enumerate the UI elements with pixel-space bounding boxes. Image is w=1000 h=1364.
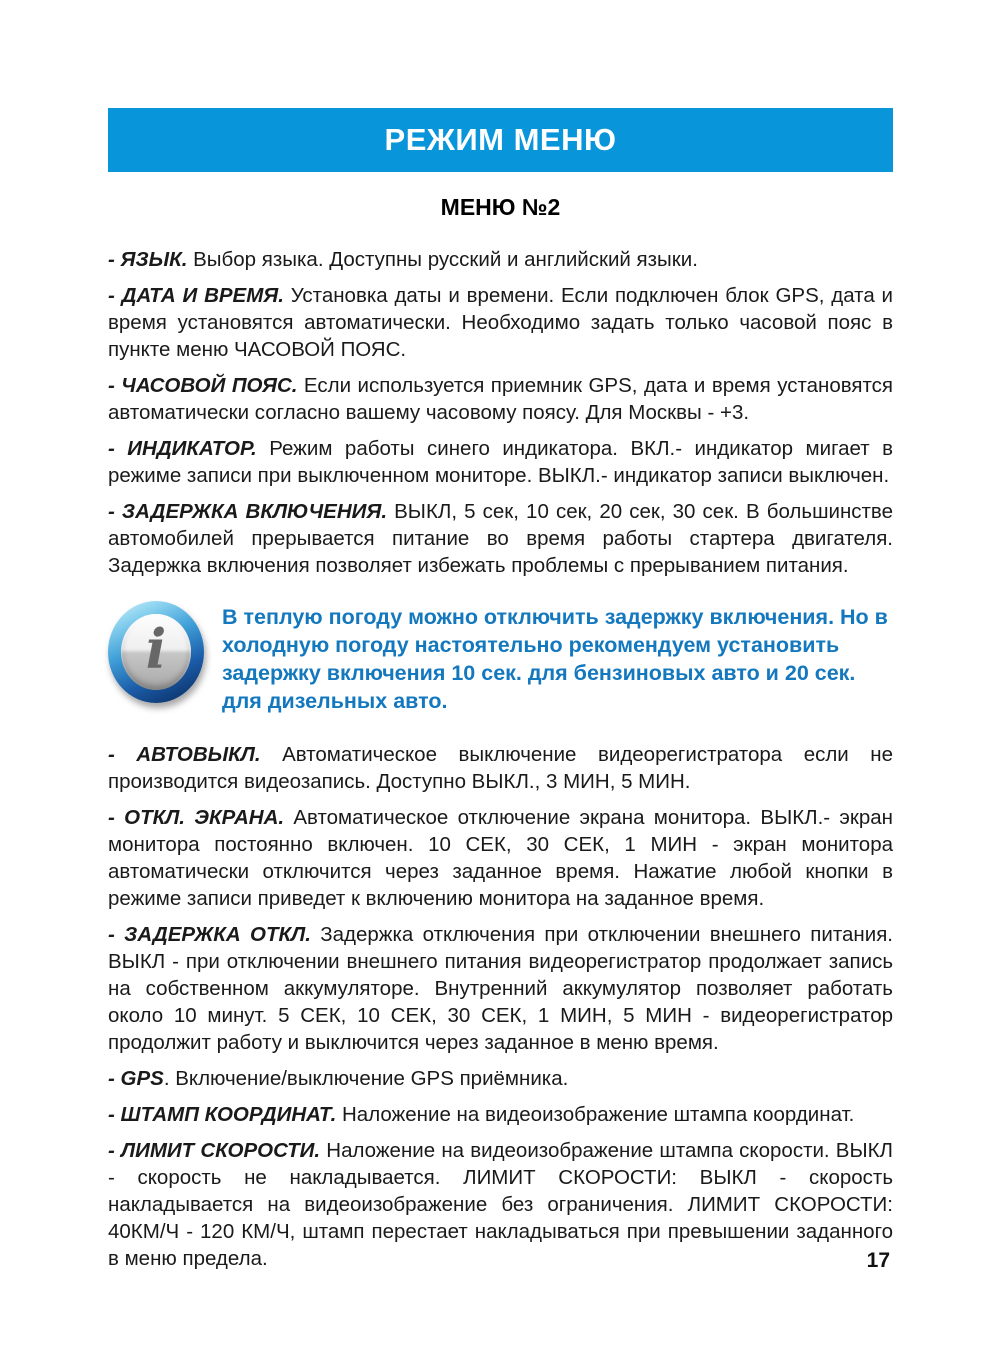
info-icon-glyph: i [145, 617, 167, 681]
info-icon-face [121, 614, 191, 690]
entry-term: - АВТОВЫКЛ. [108, 743, 261, 766]
entry-term: - ЗАДЕРЖКА ОТКЛ. [108, 923, 311, 946]
section-header-bar [108, 108, 893, 172]
entry-body: . Включение/выключение GPS приёмника. [163, 1067, 569, 1090]
entry-body: ВЫКЛ, 5 сек, 10 сек, 20 сек, 30 сек. В большинстве автомобилей прерывается питание во время работы стартера двигателя. Задержка включения позволяет избежать проблемы с прерыванием питания. [108, 500, 893, 577]
entry-term: - ЗАДЕРЖКА ВКЛЮЧЕНИЯ. [108, 500, 388, 523]
page-number: 17 [866, 1249, 890, 1272]
menu-entry-screen-off [108, 804, 893, 912]
menu-entry-language [108, 246, 893, 273]
entry-term: - ОТКЛ. ЭКРАНА. [108, 806, 285, 829]
info-note [108, 601, 893, 715]
entry-body: Наложение на видеоизображение штампа скорости. ВЫКЛ - скорость не накладывается. ЛИМИТ СКОРОСТИ: ВЫКЛ - скорость накладывается на видеоизображение без ограничения. ЛИМИТ СКОРОСТИ: 40КМ/Ч - 120 КМ/Ч, штамп перестает накладываться при превышении заданного в меню предела. [108, 1139, 894, 1270]
entry-term: - ШТАМП КООРДИНАТ. [108, 1103, 337, 1126]
entry-body: Автоматическое отключение экрана монитора. ВЫКЛ.- экран монитора постоянно включен. 10 СЕК, 30 СЕК, 1 МИН - экран монитора автоматически отключится через заданное время. Нажатие любой кнопки в режиме записи приведет к включению монитора на заданное время. [108, 806, 893, 910]
menu-entry-gps [108, 1065, 893, 1092]
menu-entry-speed-limit [108, 1137, 893, 1272]
menu-entry-power-off-delay [108, 921, 893, 1056]
menu-entry-time-zone [108, 372, 893, 426]
info-note-text: В теплую погоду можно отключить задержку включения. Но в холодную погоду настоятельно рекомендуем установить задержку включения 10 сек. для бензиновых авто и 20 сек. для дизельных авто. [222, 605, 888, 713]
entry-body: Установка даты и времени. Если подключен блок GPS, дата и время установятся автоматически. Необходимо задать только часовой пояс в пункте меню ЧАСОВОЙ ПОЯС. [108, 284, 893, 361]
info-icon [108, 601, 204, 703]
menu-entry-date-time [108, 282, 893, 363]
entry-term: - ЯЗЫК. [108, 248, 188, 271]
entry-body: Если используется приемник GPS, дата и время установятся автоматически согласно вашему часовому поясу. Для Москвы - +3. [108, 374, 894, 424]
page-title: РЕЖИМ МЕНЮ [384, 122, 617, 157]
page-content [108, 194, 893, 1281]
entry-term: - GPS [108, 1067, 164, 1090]
entry-term: - ЛИМИТ СКОРОСТИ. [108, 1139, 321, 1162]
menu-entry-power-on-delay [108, 498, 893, 579]
menu-entry-auto-off [108, 741, 893, 795]
entry-body: Наложение на видеоизображение штампа координат. [336, 1103, 855, 1126]
entry-body: Режим работы синего индикатора. ВКЛ.- индикатор мигает в режиме записи при выключенном мониторе. ВЫКЛ.- индикатор записи выключен. [108, 437, 893, 487]
entry-term: - ИНДИКАТОР. [108, 437, 257, 460]
entry-term: - ДАТА И ВРЕМЯ. [108, 284, 284, 307]
entry-body: Автоматическое выключение видеорегистратора если не производится видеозапись. Доступно ВЫКЛ., 3 МИН, 5 МИН. [108, 743, 893, 793]
menu-subtitle: МЕНЮ №2 [440, 194, 561, 220]
entry-term: - ЧАСОВОЙ ПОЯС. [108, 374, 298, 397]
entry-body: Выбор языка. Доступны русский и английский языки. [187, 248, 698, 271]
menu-entry-indicator [108, 435, 893, 489]
entry-body: Задержка отключения при отключении внешнего питания. ВЫКЛ - при отключении внешнего питания видеорегистратор продолжает запись на собственном аккумуляторе. Внутренний аккумулятор позволяет работать около 10 минут. 5 СЕК, 10 СЕК, 30 СЕК, 1 МИН, 5 МИН - видеорегистратор продолжит работу и выключится через заданное в меню время. [108, 923, 893, 1054]
menu-entry-coords-stamp [108, 1101, 893, 1128]
